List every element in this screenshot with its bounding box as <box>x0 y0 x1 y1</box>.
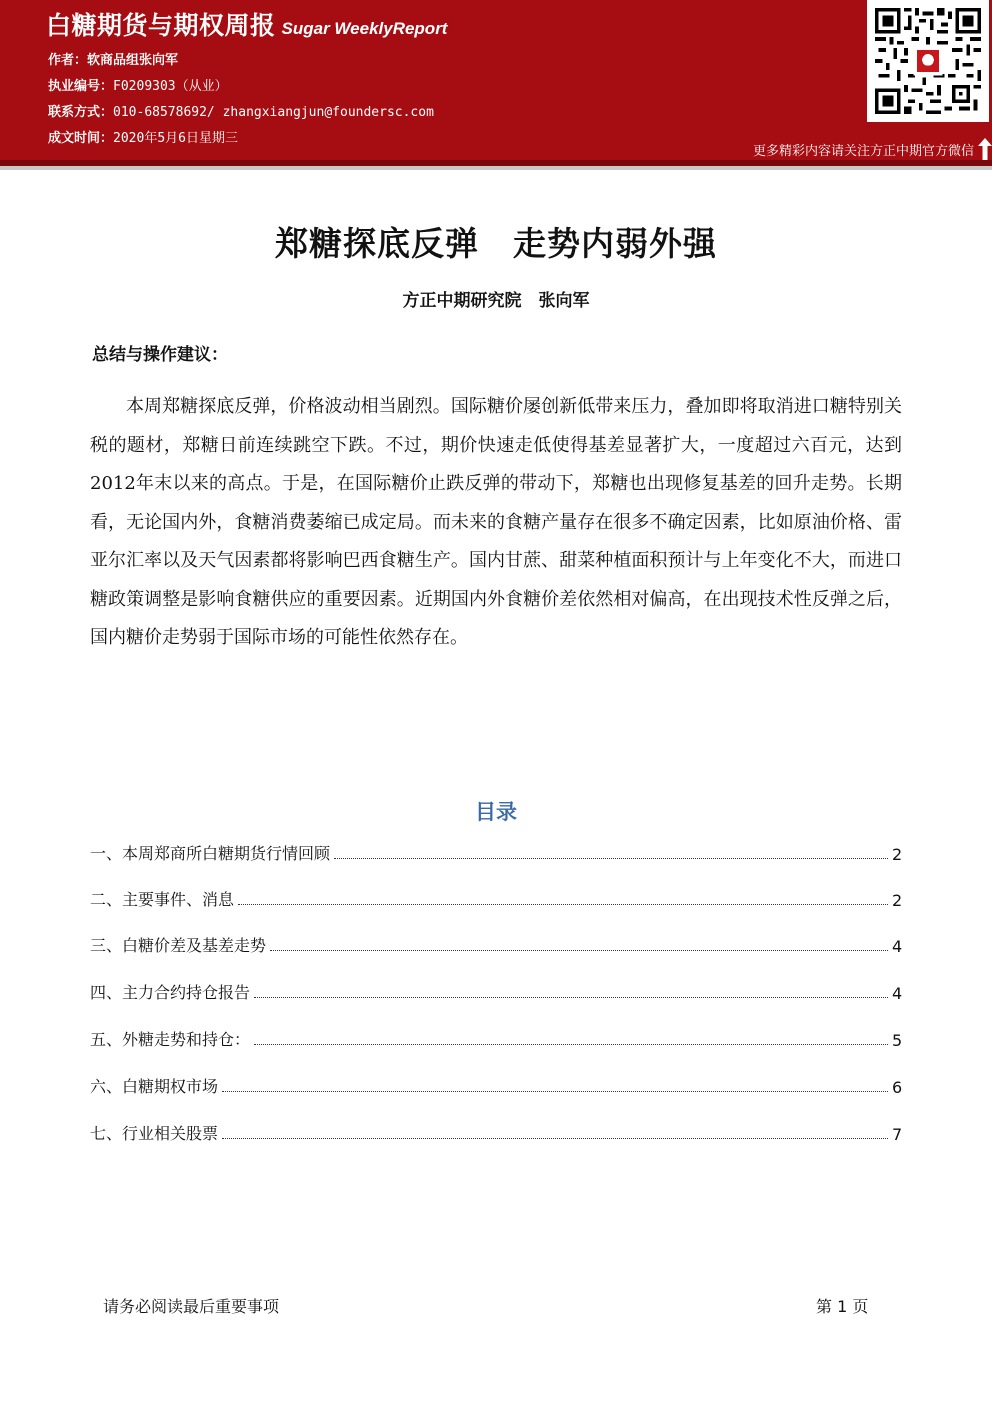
meta-author-value: 软商品组张向军 <box>87 53 179 68</box>
meta-contact-value: 010-68578692/ zhangxiangjun@foundersc.com <box>113 105 434 120</box>
toc-item[interactable] <box>90 838 902 864</box>
toc-leader <box>254 997 888 998</box>
meta-contact-label: 联系方式： <box>48 105 114 120</box>
document-title: 郑糖探底反弹 走势内弱外强 <box>275 224 717 263</box>
qr-code-graphic <box>875 8 981 114</box>
report-header <box>0 0 992 160</box>
footer-page-number: 第 1 页 <box>816 1297 869 1316</box>
toc-item-label: 四、主力合约持仓报告 <box>90 983 251 1002</box>
toc-leader <box>254 1044 888 1045</box>
up-arrow-icon <box>978 138 992 160</box>
toc-item-label: 五、外糖走势和持仓： <box>90 1030 251 1049</box>
summary-heading: 总结与操作建议： <box>92 345 228 365</box>
meta-author-label: 作者： <box>48 53 88 68</box>
header-shadow-line <box>0 166 992 170</box>
toc-item-label: 二、主要事件、消息 <box>90 890 235 909</box>
meta-license-value: F0209303（从业） <box>113 79 228 94</box>
report-title-cn: 白糖期货与期权周报 <box>46 11 276 40</box>
summary-paragraph: 本周郑糖探底反弹，价格波动相当剧烈。国际糖价屡创新低带来压力，叠加即将取消进口糖特别关税的题材，郑糖日前连续跳空下跌。不过，期价快速走低使得基差显著扩大，一度超过六百元，达到2012年末以来的高点。于是，在国际糖价止跌反弹的带动下，郑糖也出现修复基差的回升走势。长期看，无论国内外，食糖消费萎缩已成定局。而未来的食糖产量存在很多不确定因素，比如原油价格、雷亚尔汇率以及天气因素都将影响巴西食糖生产。国内甘蔗、甜菜种植面积预计与上年变化不大，而进口糖政策调整是影响食糖供应的重要因素。近期国内外食糖价差依然相对偏高，在出现技术性反弹之后，国内糖价走势弱于国际市场的可能性依然存在。 <box>90 396 902 648</box>
meta-contact <box>48 102 434 124</box>
follow-bar <box>700 138 992 160</box>
toc-item-page: 2 <box>892 845 903 864</box>
meta-date-value: 2020年5月6日星期三 <box>113 131 238 146</box>
toc-item[interactable] <box>90 1071 902 1097</box>
toc-item-page: 4 <box>892 984 903 1003</box>
follow-text: 更多精彩内容请关注方正中期官方微信 <box>752 143 974 159</box>
report-title-en: Sugar WeeklyReport <box>281 19 448 38</box>
qr-code-icon[interactable] <box>867 0 989 122</box>
meta-license <box>48 76 228 98</box>
toc-leader <box>334 858 888 859</box>
toc-leader <box>222 1091 888 1092</box>
toc-leader <box>270 950 888 951</box>
toc-item[interactable] <box>90 977 902 1003</box>
report-title <box>46 6 447 46</box>
toc-leader <box>222 1138 888 1139</box>
toc-leader <box>238 904 888 905</box>
document-author: 方正中期研究院 张向军 <box>402 291 590 311</box>
toc-item-label: 七、行业相关股票 <box>90 1124 219 1143</box>
meta-license-label: 执业编号： <box>48 79 114 94</box>
toc-item-label: 三、白糖价差及基差走势 <box>90 936 267 955</box>
toc-item-label: 六、白糖期权市场 <box>90 1077 219 1096</box>
meta-author <box>48 50 178 72</box>
toc-item-page: 6 <box>892 1078 903 1097</box>
toc-item-page: 2 <box>892 891 903 910</box>
footer-disclaimer-note: 请务必阅读最后重要事项 <box>103 1297 280 1316</box>
toc-title: 目录 <box>475 800 517 824</box>
meta-date-label: 成文时间： <box>48 131 114 146</box>
toc-item-page: 7 <box>892 1125 903 1144</box>
toc-item-page: 5 <box>892 1031 903 1050</box>
toc-item[interactable] <box>90 930 902 956</box>
toc-item-page: 4 <box>892 937 903 956</box>
meta-date <box>48 128 238 150</box>
toc-item[interactable] <box>90 1118 902 1144</box>
toc-item[interactable] <box>90 884 902 910</box>
toc-item[interactable] <box>90 1024 902 1050</box>
toc-item-label: 一、本周郑商所白糖期货行情回顾 <box>90 844 331 863</box>
